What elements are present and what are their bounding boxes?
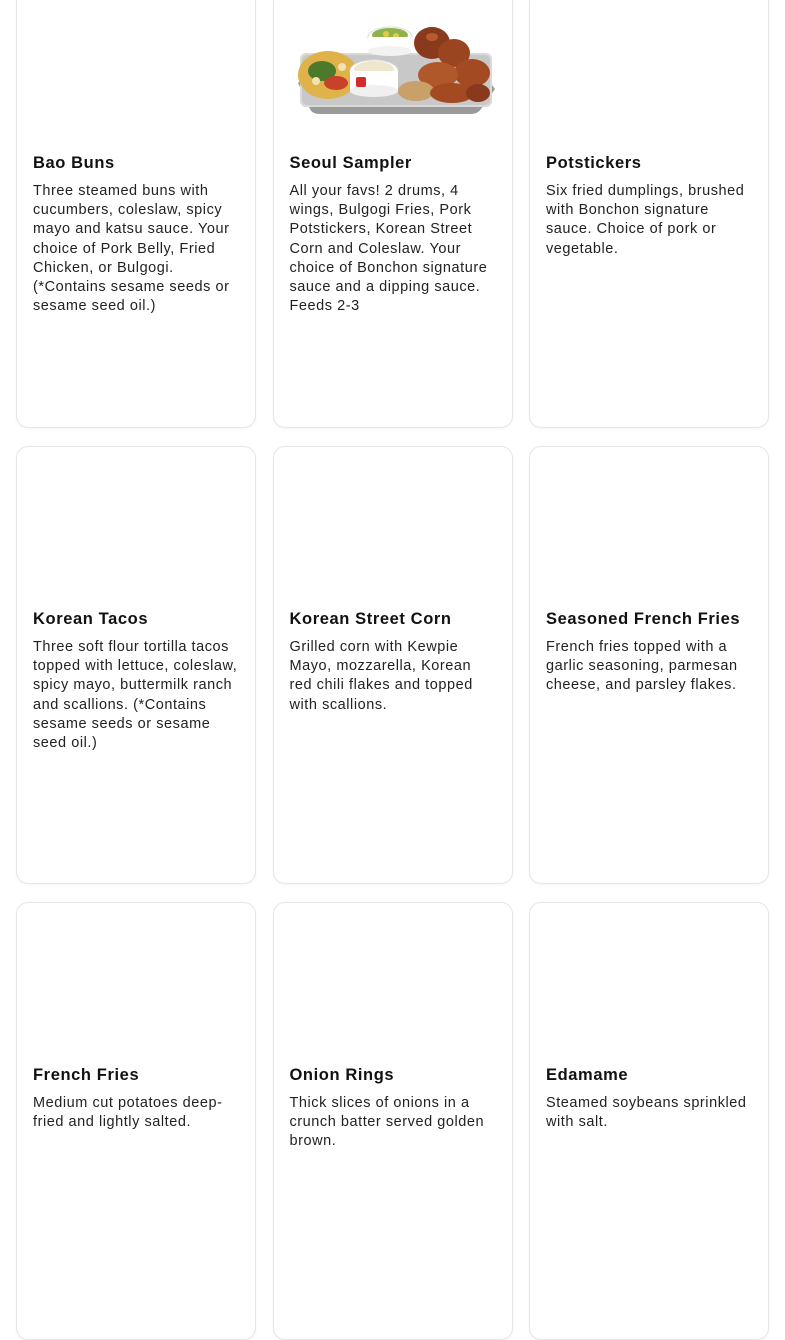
menu-item-image-placeholder	[17, 903, 255, 1053]
menu-item-card[interactable]	[16, 0, 256, 428]
menu-item-image-placeholder	[274, 903, 512, 1053]
menu-item-card[interactable]	[529, 902, 769, 1340]
menu-item-card[interactable]	[273, 446, 513, 884]
menu-item-name: Korean Street Corn	[289, 610, 452, 628]
menu-item-card[interactable]	[529, 0, 769, 428]
menu-item-description: Thick slices of onions in a crunch batter served golden brown.	[289, 1095, 485, 1150]
menu-item-image	[274, 0, 512, 141]
menu-item-description: French fries topped with a garlic seasoning, parmesan cheese, and parsley flakes.	[546, 639, 738, 694]
menu-item-name: French Fries	[33, 1066, 140, 1084]
menu-item-name: Seasoned French Fries	[546, 610, 741, 628]
menu-item-card[interactable]	[273, 902, 513, 1340]
menu-item-description: Three soft flour tortilla tacos topped with lettuce, coleslaw, spicy mayo, buttermilk ranch and scallions. (*Contains sesame seeds or sesame seed oil.)	[33, 639, 238, 752]
menu-item-description: Six fried dumplings, brushed with Bonchon signature sauce. Choice of pork or vegetable.	[546, 183, 745, 257]
menu-item-card[interactable]	[16, 446, 256, 884]
menu-item-image-placeholder	[530, 903, 768, 1053]
menu-item-name: Bao Buns	[33, 154, 115, 172]
menu-item-image-placeholder	[530, 0, 768, 141]
menu-item-name: Potstickers	[546, 154, 642, 172]
menu-item-image-placeholder	[17, 0, 255, 141]
menu-item-card[interactable]	[529, 446, 769, 884]
menu-item-description: Steamed soybeans sprinkled with salt.	[546, 1095, 747, 1131]
menu-item-name: Edamame	[546, 1066, 629, 1084]
menu-item-name: Seoul Sampler	[289, 154, 412, 172]
seoul-sampler-photo	[292, 13, 497, 125]
menu-item-image-placeholder	[530, 447, 768, 597]
menu-item-description: All your favs! 2 drums, 4 wings, Bulgogi Fries, Pork Potstickers, Korean Street Corn and Coleslaw. Your choice of Bonchon signature sauce and a dipping sauce. Feeds 2-3	[289, 183, 488, 315]
menu-item-card[interactable]	[273, 0, 513, 428]
menu-item-image-placeholder	[274, 447, 512, 597]
menu-item-card[interactable]	[16, 902, 256, 1340]
menu-item-name: Onion Rings	[289, 1066, 395, 1084]
menu-item-description: Grilled corn with Kewpie Mayo, mozzarella, Korean red chili flakes and topped with scallions.	[289, 639, 473, 713]
menu-item-image-placeholder	[17, 447, 255, 597]
menu-item-description: Medium cut potatoes deep-fried and lightly salted.	[33, 1095, 223, 1131]
menu-grid	[16, 0, 769, 1340]
menu-item-description: Three steamed buns with cucumbers, coleslaw, spicy mayo and katsu sauce. Your choice of Pork Belly, Fried Chicken, or Bulgogi. (*Contains sesame seeds or sesame seed oil.)	[33, 183, 230, 315]
menu-item-name: Korean Tacos	[33, 610, 149, 628]
